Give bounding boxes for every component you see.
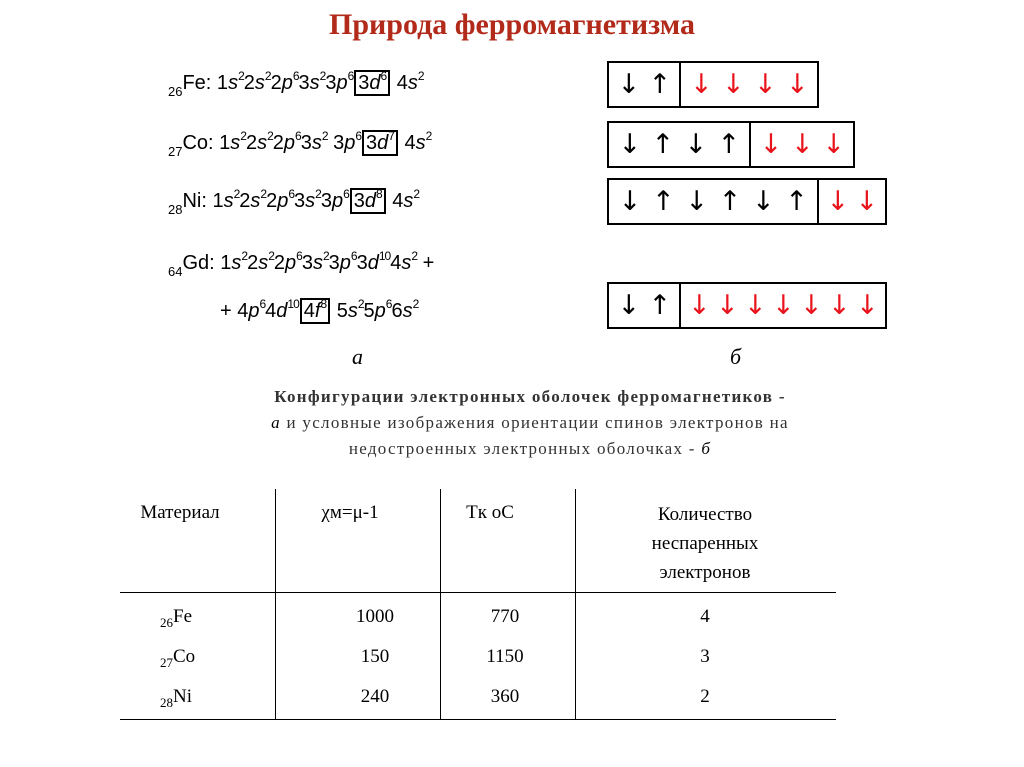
header-count-line: электронов	[659, 562, 751, 583]
config-fe: $_{26}$Fe: $1s^22s^22p^63s^23p^6$ $3d^6$ $4s^2$	[168, 69, 424, 99]
spin-diagram-fe	[607, 61, 819, 108]
spin-up-icon: ↑	[717, 129, 741, 160]
unpaired-spins	[679, 63, 817, 106]
element-symbol: Fe:	[182, 72, 212, 94]
spin-down-icon: ↓	[716, 290, 739, 321]
spin-down-icon: ↓	[786, 69, 809, 100]
header-count	[600, 500, 810, 587]
caption-letter-a: а	[271, 413, 281, 432]
spin-up-icon: ↑	[648, 69, 672, 100]
element-symbol: Ni	[173, 686, 192, 707]
cell-tc: 770	[490, 606, 520, 627]
element-symbol: Fe	[173, 606, 192, 627]
figure-caption	[100, 384, 960, 462]
caption-text-2: и условные изображения ориентации спинов электронов на	[286, 413, 789, 432]
header-tc: Tк oC	[466, 502, 514, 523]
column-divider	[575, 489, 576, 719]
spin-up-icon: ↑	[651, 129, 675, 160]
spin-down-icon: ↓	[754, 69, 777, 100]
atomic-number: 28	[168, 202, 183, 217]
spin-up-icon: ↑	[648, 290, 672, 321]
atomic-number: 64	[168, 264, 183, 279]
unpaired-spins	[679, 284, 885, 327]
cell-chi: 1000	[356, 606, 394, 627]
spin-down-icon: ↓	[822, 129, 845, 160]
spin-down-icon: ↓	[800, 290, 823, 321]
caption-line-1: Конфигурации электронных оболочек ферромагнетиков -	[274, 387, 786, 406]
cell-tc: 360	[490, 686, 520, 707]
table-bottom-border	[120, 719, 836, 720]
cell-chi: 150	[360, 646, 390, 667]
cell-tc: 1150	[486, 646, 524, 667]
spin-down-icon: ↓	[690, 69, 713, 100]
header-material: Материал	[140, 502, 220, 523]
element-symbol: Co	[173, 646, 196, 667]
paired-spins	[609, 180, 817, 223]
spin-up-icon: ↑	[785, 186, 808, 217]
atomic-number: 28	[160, 694, 173, 710]
spin-down-icon: ↓	[688, 290, 711, 321]
config-gd-line2: + $4p^64d^{10}$ $4f^8$ $5s^25p^66s^2$	[220, 297, 419, 322]
spin-down-icon: ↓	[617, 69, 641, 100]
header-chi: χм=μ-1	[321, 502, 379, 523]
spin-up-icon: ↑	[718, 186, 742, 217]
table-row	[160, 686, 240, 711]
header-divider	[120, 592, 836, 593]
caption-line-3	[100, 436, 960, 462]
paired-spins	[609, 284, 679, 327]
element-symbol: Gd:	[182, 252, 215, 274]
atomic-number: 26	[160, 614, 173, 630]
spin-diagram-gd	[607, 282, 887, 329]
header-count-line: неспаренных	[651, 533, 759, 554]
cell-chi: 240	[360, 686, 390, 707]
config-gd-line1: $_{64}$Gd: $1s^22s^22p^63s^23p^63d^{10}4s^2$ +	[168, 249, 435, 279]
spin-down-icon: ↓	[856, 290, 879, 321]
element-symbol: Ni:	[182, 190, 207, 212]
spin-down-icon: ↓	[618, 186, 642, 217]
cell-count: 4	[700, 606, 710, 627]
unpaired-spins	[749, 123, 853, 166]
cell-count: 3	[700, 646, 710, 667]
atomic-number: 27	[160, 654, 173, 670]
spin-down-icon: ↓	[744, 290, 767, 321]
spin-down-icon: ↓	[722, 69, 745, 100]
spin-diagram-ni	[607, 178, 887, 225]
spin-down-icon: ↓	[751, 186, 775, 217]
cell-count: 2	[700, 686, 710, 707]
page-title: Природа ферромагнетизма	[328, 8, 695, 41]
spin-down-icon: ↓	[684, 129, 708, 160]
unpaired-spins	[817, 180, 885, 223]
spin-down-icon: ↓	[772, 290, 795, 321]
paired-spins	[609, 123, 749, 166]
config-ni: $_{28}$Ni: $1s^22s^22p^63s^23p^6$ $3d^8$ $4s^2$	[168, 187, 420, 217]
caption-text-3: недостроенных электронных оболочках -	[348, 439, 702, 458]
table-row	[160, 646, 240, 671]
element-symbol: Co:	[182, 132, 214, 154]
spin-down-icon: ↓	[759, 129, 783, 160]
spin-down-icon: ↓	[617, 290, 641, 321]
config-co: $_{27}$Co: $1s^22s^22p^63s^2$ $3p^6$ $3d^7$ $4s^2$	[168, 129, 432, 159]
paired-spins	[609, 63, 679, 106]
spin-down-icon: ↓	[685, 186, 708, 217]
atomic-number: 26	[168, 84, 183, 99]
spin-down-icon: ↓	[618, 129, 642, 160]
label-b: б	[730, 344, 742, 369]
header-count-line: Количество	[657, 504, 753, 525]
table-row	[160, 606, 240, 631]
label-a: а	[352, 344, 363, 369]
spin-down-icon: ↓	[826, 186, 850, 217]
spin-up-icon: ↑	[651, 186, 675, 217]
column-divider	[275, 489, 276, 719]
spin-down-icon: ↓	[828, 290, 851, 321]
caption-letter-b: б	[701, 439, 712, 458]
caption-line-2	[100, 410, 960, 436]
spin-diagram-co	[607, 121, 855, 168]
spin-down-icon: ↓	[855, 186, 879, 217]
spin-down-icon: ↓	[790, 129, 814, 160]
atomic-number: 27	[168, 144, 183, 159]
